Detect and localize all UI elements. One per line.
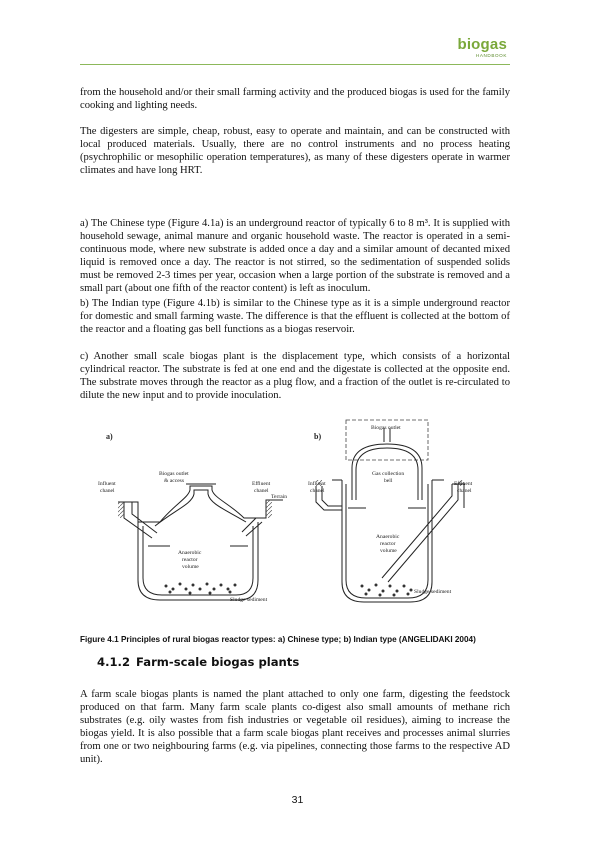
panel-a-volume-label-3: volume — [182, 564, 199, 570]
panel-a-volume-label: Anaerobic — [178, 550, 202, 556]
panel-b-volume-label-3: volume — [380, 548, 397, 554]
panel-b-effluent-label: Effluent — [454, 481, 473, 487]
paragraph-household-use: from the household and/or their small farming activity and the produced biogas is used for the family cooking and lighting needs. — [80, 87, 510, 111]
biogas-handbook-logo — [457, 37, 507, 58]
paragraph-chinese-type: a) The Chinese type (Figure 4.1a) is an underground reactor of typically 6 to 8 m³. It is supplied with household sewage, animal manure and organic household waste. The reactor is operated in a semi-continuous mode, where new substrate is added once a day and a similar amount of decanted mixed liquid is removed once a day. The reactor is not stirred, so the sedimentation of suspended solids must be removed 2-3 times per year, occasion when a large portion of the substrate is removed and a small part (about one fifth of the reactor content) is left as inoculum. — [80, 218, 510, 294]
panel-b-bell-label-2: bell — [384, 478, 393, 484]
paragraph-indian-type: b) The Indian type (Figure 4.1b) is similar to the Chinese type as it is a simple underground reactor for domestic and small farming waste. The difference is that the effluent is collected at the bottom of the reactor and a floating gas bell functions as a biogas reservoir. — [80, 298, 510, 335]
figure-biogas-reactor-diagram — [80, 418, 510, 608]
panel-a-sludge-label: Sludge sediment — [230, 597, 268, 603]
page-number: 31 — [291, 794, 304, 806]
figure-caption: Figure 4.1 Principles of rural biogas reactor types: a) Chinese type; b) Indian type (ANGELIDAKI 2004) — [80, 635, 476, 644]
section-heading — [97, 655, 299, 669]
paragraph-digesters: The digesters are simple, cheap, robust, easy to operate and maintain, and can be constructed with local produced materials. Usually, there are no control instruments and no process heating (psychrophilic or mesophilic operation temperatures), as many of these digesters operate in warmer climates and have long HRT. — [80, 126, 510, 176]
panel-a-label: a) — [106, 432, 113, 441]
panel-a-outlet-label: Biogas outlet — [159, 471, 189, 477]
panel-a-effluent-label: Effluent — [252, 481, 271, 487]
paragraph-displacement-type: c) Another small scale biogas plant is the displacement type, which consists of a horizontal cylindrical reactor. The substrate is fed at one end and the digestate is collected at the opposite end. The substrate moves through the reactor as a plug flow, and a fraction of the outlet is re-circulated to dilute the new input and to provide inoculation. — [80, 351, 510, 401]
logo-word: biogas — [457, 36, 507, 53]
section-title: Farm-scale biogas plants — [136, 655, 300, 669]
panel-a-terrain-label: Terrain — [271, 494, 288, 500]
panel-a-effluent-label-2: chanel — [254, 488, 269, 494]
header-rule — [80, 64, 510, 65]
panel-a-influent-label-2: chanel — [100, 488, 115, 494]
section-number: 4.1.2 — [97, 655, 131, 669]
panel-b-sludge-label: Sludge sediment — [414, 589, 452, 595]
panel-b-label: b) — [314, 432, 322, 441]
logo-subtitle: HANDBOOK — [475, 53, 507, 58]
paragraph-farm-scale: A farm scale biogas plants is named the plant attached to only one farm, digesting the feedstock produced on that farm. Many farm scale plants co-digest also small amounts of methane rich substrates (e.g. oily wastes from fish industries or vegetable oil residues), aiming to increase the biogas yield. It is also possible that a farm scale biogas plant receives and processes animal slurries from one or two neighbouring farms (e.g. via pipelines, connecting those farms to the respective AD unit). — [80, 689, 510, 765]
panel-b-volume-label: Anaerobic — [376, 534, 400, 540]
panel-b-indian-type — [308, 420, 473, 602]
panel-b-bell-label: Gas collection — [372, 471, 405, 477]
panel-b-volume-label-2: reactor — [380, 541, 396, 547]
panel-b-influent-label-2: chanel — [310, 488, 325, 494]
panel-b-outlet-label: Biogas outlet — [371, 425, 401, 431]
panel-a-volume-label-2: reactor — [182, 557, 198, 563]
panel-a-outlet-label-2: & access — [164, 478, 185, 484]
panel-a-influent-label: Influent — [98, 481, 116, 487]
panel-b-influent-label: Influent — [308, 481, 326, 487]
panel-b-effluent-label-2: chanel — [457, 488, 472, 494]
panel-a-chinese-type — [98, 432, 287, 603]
